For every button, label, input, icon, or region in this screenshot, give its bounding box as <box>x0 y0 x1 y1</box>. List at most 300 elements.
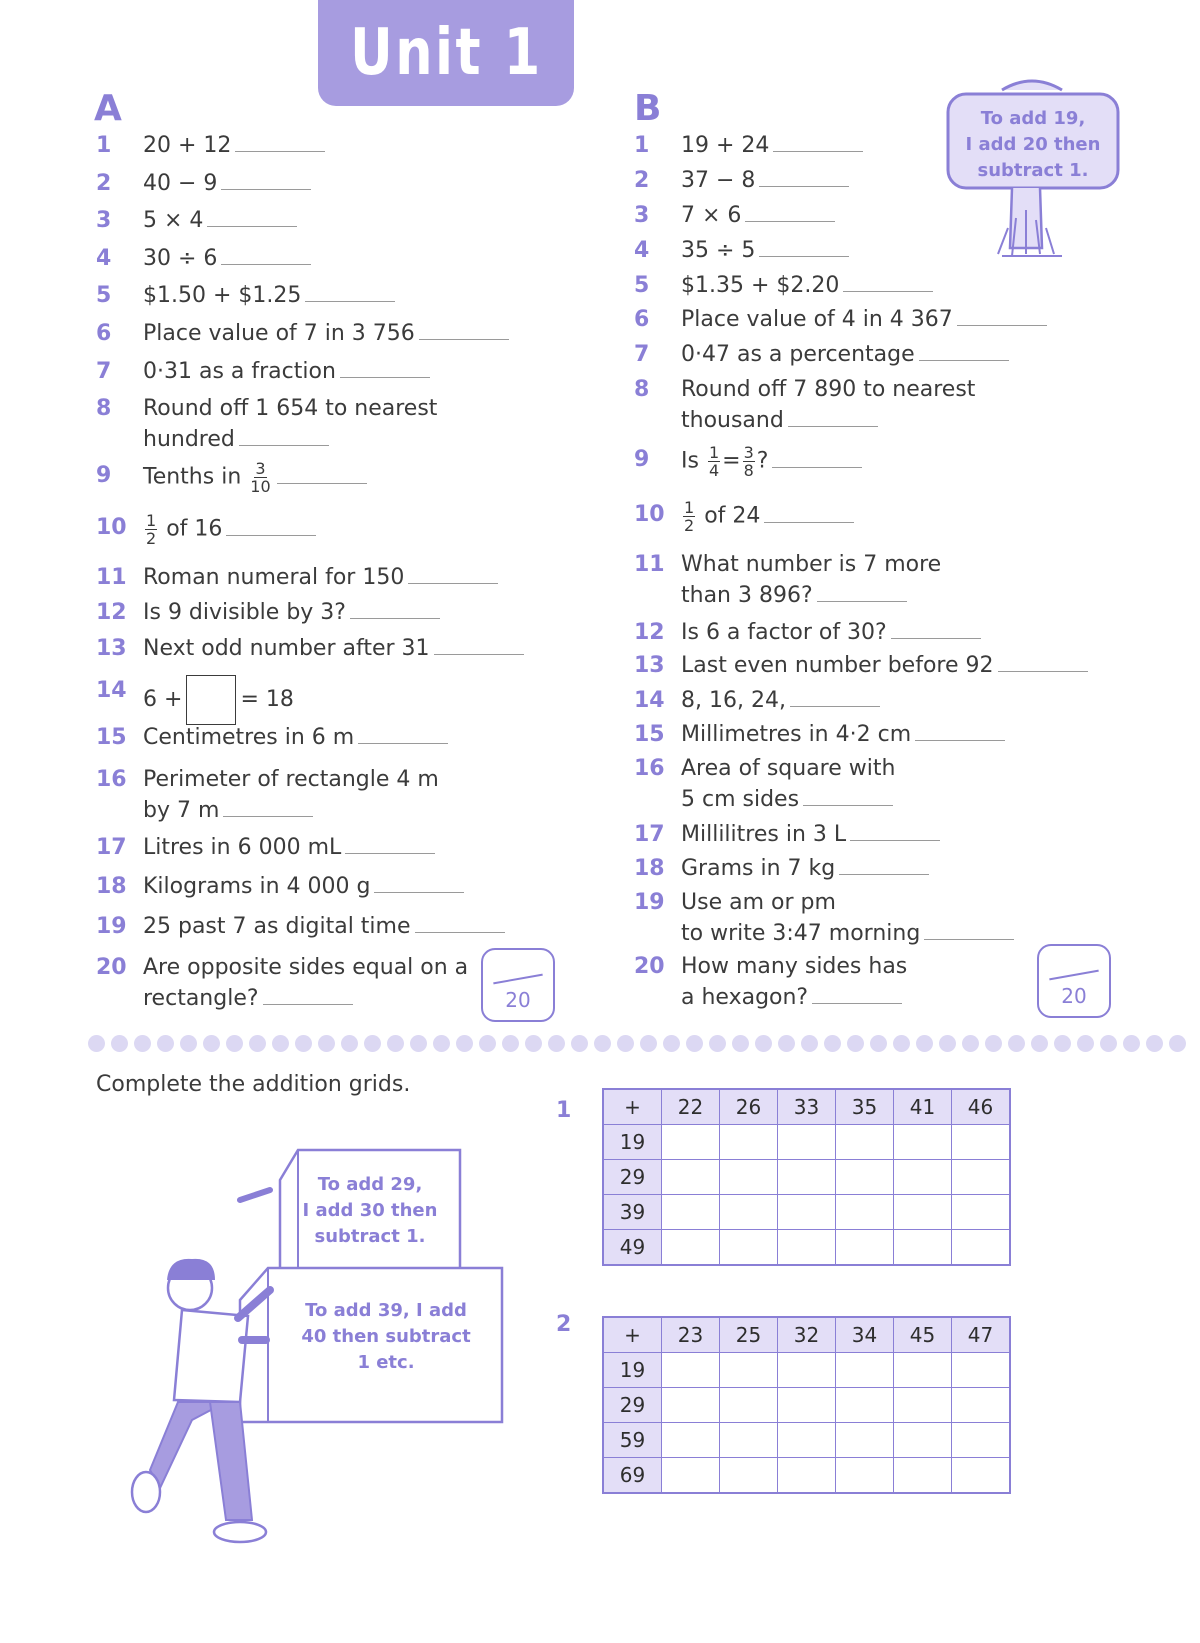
question-text-main: Millilitres in 3 L <box>681 822 847 847</box>
answer-blank[interactable] <box>207 206 297 227</box>
question-text-main: 30 ÷ 6 <box>143 246 218 271</box>
question-number: 2 <box>96 171 112 196</box>
question-text <box>143 952 468 1014</box>
box-tip-top-line-3: subtract 1. <box>314 1226 426 1247</box>
question-text-after: ? <box>756 448 769 474</box>
question-text-main: Kilograms in 4 000 g <box>143 874 371 899</box>
question-text <box>681 753 895 815</box>
grid-answer-cell[interactable] <box>952 1160 1011 1195</box>
grid-answer-cell[interactable] <box>952 1423 1011 1458</box>
question-text <box>681 165 849 196</box>
question-text <box>681 444 862 479</box>
question-text-main: What number is 7 more <box>681 552 942 577</box>
grid-answer-cell[interactable] <box>662 1230 720 1266</box>
question-text-main: 25 past 7 as digital time <box>143 914 411 939</box>
question-text-main: Is 9 divisible by 3? <box>143 600 346 625</box>
answer-blank[interactable] <box>305 281 395 302</box>
divider-dot <box>1054 1035 1071 1052</box>
answer-blank[interactable] <box>812 983 902 1004</box>
grid-column-header: 46 <box>952 1089 1011 1125</box>
question-number: 5 <box>634 273 650 298</box>
grid-answer-cell[interactable] <box>836 1230 894 1266</box>
divider-dot <box>341 1035 358 1052</box>
grid-answer-cell[interactable] <box>836 1195 894 1230</box>
question-text-main: Is 6 a factor of 30? <box>681 620 887 645</box>
question-text-main: Round off 1 654 to nearest <box>143 396 438 421</box>
grid-answer-cell[interactable] <box>894 1230 952 1266</box>
question-text <box>143 318 509 349</box>
question-text-main: Place value of 7 in 3 756 <box>143 321 415 346</box>
divider-dot <box>571 1035 588 1052</box>
grid-corner-plus: + <box>603 1089 662 1125</box>
answer-blank[interactable] <box>415 912 505 933</box>
grid-answer-cell[interactable] <box>778 1125 836 1160</box>
answer-blank[interactable] <box>764 502 854 523</box>
grid-answer-cell[interactable] <box>836 1458 894 1494</box>
grid-answer-cell[interactable] <box>952 1388 1011 1423</box>
box-tip-bottom-line-3: 1 etc. <box>357 1352 415 1373</box>
answer-blank[interactable] <box>843 271 933 292</box>
question-text <box>143 356 430 387</box>
question-text-main: Round off 7 890 to nearest <box>681 377 976 402</box>
grid-answer-cell[interactable] <box>778 1423 836 1458</box>
question-text-main: Litres in 6 000 mL <box>143 835 342 860</box>
question-number: 2 <box>634 168 650 193</box>
question-text <box>143 597 440 628</box>
sign-tip-line-3: subtract 1. <box>977 160 1089 181</box>
question-number: 16 <box>634 756 665 781</box>
question-text <box>681 304 1047 335</box>
question-text-after: = 18 <box>240 687 294 712</box>
question-number: 19 <box>96 914 127 939</box>
divider-dot <box>226 1035 243 1052</box>
question-text <box>143 832 435 863</box>
answer-blank[interactable] <box>434 634 524 655</box>
question-text-main: Centimetres in 6 m <box>143 725 355 750</box>
grid-column-header: 41 <box>894 1089 952 1125</box>
divider-dot <box>732 1035 749 1052</box>
question-text-main: Area of square with <box>681 756 896 781</box>
divider-dot <box>479 1035 496 1052</box>
question-text <box>681 200 835 231</box>
question-number: 9 <box>634 447 650 472</box>
question-text <box>681 719 1005 750</box>
grid-answer-cell[interactable] <box>894 1388 952 1423</box>
grid-answer-cell[interactable] <box>952 1195 1011 1230</box>
divider-dot <box>134 1035 151 1052</box>
divider-dot <box>870 1035 887 1052</box>
grid-answer-cell[interactable] <box>952 1230 1011 1266</box>
fraction-denominator: 4 <box>708 461 720 480</box>
divider-dot <box>847 1035 864 1052</box>
divider-dot <box>295 1035 312 1052</box>
boy-carrying-boxes-illustration <box>130 1140 510 1550</box>
question-text-main: Place value of 4 in 4 367 <box>681 307 953 332</box>
question-text <box>143 460 367 495</box>
question-text-second-line: a hexagon? <box>681 985 809 1010</box>
grid-answer-cell[interactable] <box>836 1125 894 1160</box>
divider-dot <box>916 1035 933 1052</box>
grid-column-header: 25 <box>720 1317 778 1353</box>
question-number: 11 <box>634 552 665 577</box>
grid-row-header: 29 <box>603 1160 662 1195</box>
grid-answer-cell[interactable] <box>662 1195 720 1230</box>
question-number: 1 <box>634 133 650 158</box>
answer-blank[interactable] <box>919 340 1009 361</box>
divider-dot <box>318 1035 335 1052</box>
question-number: 20 <box>96 955 127 980</box>
grid-row <box>603 1388 1010 1423</box>
divider-dot <box>686 1035 703 1052</box>
question-number: 13 <box>96 636 127 661</box>
grid-answer-cell[interactable] <box>662 1423 720 1458</box>
grid-answer-cell[interactable] <box>778 1458 836 1494</box>
grid-column-header: 33 <box>778 1089 836 1125</box>
grid-answer-cell[interactable] <box>894 1353 952 1388</box>
section-b-score-box <box>1037 944 1111 1018</box>
answer-blank[interactable] <box>891 618 981 639</box>
question-text <box>681 819 940 850</box>
divider-dot <box>364 1035 381 1052</box>
question-text-mid: = <box>722 448 741 474</box>
question-number: 5 <box>96 283 112 308</box>
question-text-main: 19 + 24 <box>681 133 770 158</box>
divider-dot <box>1077 1035 1094 1052</box>
grid-answer-cell[interactable] <box>720 1195 778 1230</box>
answer-blank[interactable] <box>773 131 863 152</box>
section-a-score-box <box>481 948 555 1022</box>
grid-answer-cell[interactable] <box>662 1353 720 1388</box>
question-text <box>143 243 311 274</box>
question-number: 10 <box>634 502 665 527</box>
question-number: 18 <box>634 856 665 881</box>
answer-blank[interactable] <box>340 357 430 378</box>
grid-row <box>603 1195 1010 1230</box>
answer-blank[interactable] <box>772 447 862 468</box>
question-text <box>681 951 907 1013</box>
box-tip-bottom-line-1: To add 39, I add <box>305 1300 467 1321</box>
divider-dot <box>962 1035 979 1052</box>
answer-blank[interactable] <box>277 463 367 484</box>
answer-blank[interactable] <box>350 598 440 619</box>
fraction-denominator: 10 <box>250 477 271 496</box>
box-tip-bottom-line-2: 40 then subtract <box>301 1326 471 1347</box>
grid-column-header: 26 <box>720 1089 778 1125</box>
answer-blank[interactable] <box>915 720 1005 741</box>
unit-title: Unit 1 <box>349 16 543 90</box>
question-number: 7 <box>96 359 112 384</box>
divider-dot <box>502 1035 519 1052</box>
unit-title-tab <box>318 0 574 106</box>
grid-answer-cell[interactable] <box>720 1458 778 1494</box>
question-text-main: 0·47 as a percentage <box>681 342 915 367</box>
divider-dot <box>893 1035 910 1052</box>
question-number: 13 <box>634 653 665 678</box>
question-number: 8 <box>634 377 650 402</box>
question-text-main: Perimeter of rectangle 4 m <box>143 767 439 792</box>
divider-dot <box>525 1035 542 1052</box>
grid-answer-cell[interactable] <box>720 1160 778 1195</box>
grid-answer-cell[interactable] <box>952 1353 1011 1388</box>
signpost-illustration <box>942 78 1124 264</box>
addition-grid-2 <box>602 1316 1011 1494</box>
grid-answer-cell[interactable] <box>778 1388 836 1423</box>
question-text <box>681 549 941 611</box>
fraction <box>708 444 720 479</box>
answer-blank[interactable] <box>998 651 1088 672</box>
divider-dot <box>410 1035 427 1052</box>
question-text-main: 0·31 as a fraction <box>143 359 336 384</box>
question-text <box>143 562 498 593</box>
answer-blank[interactable] <box>957 305 1047 326</box>
question-number: 18 <box>96 874 127 899</box>
dotted-divider <box>88 1035 1200 1053</box>
question-text-main: 5 × 4 <box>143 208 204 233</box>
grid-row <box>603 1230 1010 1266</box>
question-text-main: $1.35 + $2.20 <box>681 273 840 298</box>
answer-blank[interactable] <box>239 425 329 446</box>
divider-dot <box>203 1035 220 1052</box>
answer-blank[interactable] <box>817 581 907 602</box>
grid-row <box>603 1125 1010 1160</box>
grid-answer-cell[interactable] <box>720 1353 778 1388</box>
answer-blank[interactable] <box>803 785 893 806</box>
question-number: 6 <box>96 321 112 346</box>
fraction-denominator: 2 <box>684 516 695 535</box>
question-text-main: of 24 <box>704 503 761 529</box>
answer-blank[interactable] <box>790 686 880 707</box>
answer-blank[interactable] <box>226 515 316 536</box>
question-text-main: Are opposite sides equal on a <box>143 955 469 980</box>
divider-dot <box>272 1035 289 1052</box>
question-text <box>143 205 297 236</box>
fraction-numerator: 3 <box>743 443 754 462</box>
question-text-second-line: hundred <box>143 427 235 452</box>
grid-answer-cell[interactable] <box>720 1230 778 1266</box>
divider-dot <box>1008 1035 1025 1052</box>
grid-row <box>603 1423 1010 1458</box>
question-text <box>681 130 863 161</box>
question-text-main: Use am or pm <box>681 890 836 915</box>
question-number: 17 <box>96 835 127 860</box>
question-text-second-line: 5 cm sides <box>681 787 800 812</box>
question-text-second-line: to write 3:47 morning <box>681 921 921 946</box>
grid-column-header: 32 <box>778 1317 836 1353</box>
answer-blank[interactable] <box>759 166 849 187</box>
question-text <box>681 374 975 436</box>
grid-answer-cell[interactable] <box>894 1423 952 1458</box>
divider-dot <box>985 1035 1002 1052</box>
grid-answer-cell[interactable] <box>894 1458 952 1494</box>
grid-answer-cell[interactable] <box>662 1458 720 1494</box>
grid-row-header: 29 <box>603 1388 662 1423</box>
question-text <box>143 393 437 455</box>
question-text <box>681 499 854 534</box>
grid-answer-cell[interactable] <box>836 1353 894 1388</box>
divider-dot <box>548 1035 565 1052</box>
answer-blank[interactable] <box>850 820 940 841</box>
divider-dot <box>1123 1035 1140 1052</box>
question-text <box>681 235 849 266</box>
fraction-numerator: 1 <box>146 511 157 530</box>
question-text-main: of 16 <box>166 516 223 542</box>
divider-dot <box>824 1035 841 1052</box>
answer-blank[interactable] <box>345 833 435 854</box>
question-number: 3 <box>634 203 650 228</box>
divider-dot <box>640 1035 657 1052</box>
question-number: 4 <box>634 238 650 263</box>
grid-answer-cell[interactable] <box>836 1160 894 1195</box>
question-text <box>681 887 1014 949</box>
grid-answer-cell[interactable] <box>662 1160 720 1195</box>
grid-header-row <box>603 1317 1010 1353</box>
divider-dot <box>387 1035 404 1052</box>
answer-blank[interactable] <box>358 723 448 744</box>
grid-answer-cell[interactable] <box>720 1388 778 1423</box>
question-text-second-line: thousand <box>681 408 784 433</box>
question-text-main: $1.50 + $1.25 <box>143 283 302 308</box>
answer-box[interactable] <box>186 675 236 725</box>
grid-row <box>603 1160 1010 1195</box>
fraction-denominator: 2 <box>146 529 157 548</box>
grid-answer-cell[interactable] <box>894 1160 952 1195</box>
divider-dot <box>709 1035 726 1052</box>
grid-answer-cell[interactable] <box>662 1388 720 1423</box>
grid-answer-cell[interactable] <box>894 1195 952 1230</box>
answer-blank[interactable] <box>223 796 313 817</box>
grid-row <box>603 1458 1010 1494</box>
question-text-second-line: by 7 m <box>143 798 220 823</box>
grid-answer-cell[interactable] <box>836 1423 894 1458</box>
question-number: 9 <box>96 463 112 488</box>
answer-blank[interactable] <box>235 131 325 152</box>
question-text <box>143 130 325 161</box>
question-text-main: How many sides has <box>681 954 908 979</box>
question-text-main: Millimetres in 4·2 cm <box>681 722 912 747</box>
grid-answer-cell[interactable] <box>720 1125 778 1160</box>
question-number: 14 <box>634 688 665 713</box>
grid-column-header: 34 <box>836 1317 894 1353</box>
question-text-main: Last even number before 92 <box>681 653 994 678</box>
question-text <box>681 617 981 648</box>
question-number: 3 <box>96 208 112 233</box>
answer-blank[interactable] <box>419 319 509 340</box>
divider-dot <box>249 1035 266 1052</box>
grid-column-header: 47 <box>952 1317 1011 1353</box>
grid-answer-cell[interactable] <box>836 1388 894 1423</box>
question-number: 19 <box>634 890 665 915</box>
question-number: 12 <box>96 600 127 625</box>
question-text <box>143 722 448 753</box>
question-text <box>681 853 929 884</box>
question-number: 14 <box>96 678 127 703</box>
question-number: 6 <box>634 307 650 332</box>
question-text <box>143 675 294 725</box>
answer-blank[interactable] <box>745 201 835 222</box>
divider-dot <box>111 1035 128 1052</box>
answer-blank[interactable] <box>839 854 929 875</box>
score-out-of: 20 <box>505 988 531 1012</box>
question-text <box>681 685 880 716</box>
grid-row-header: 39 <box>603 1195 662 1230</box>
grid-column-header: 22 <box>662 1089 720 1125</box>
answer-blank[interactable] <box>374 872 464 893</box>
answer-blank[interactable] <box>788 406 878 427</box>
score-out-of: 20 <box>1061 984 1087 1008</box>
grid-answer-cell[interactable] <box>778 1160 836 1195</box>
grid-answer-cell[interactable] <box>778 1230 836 1266</box>
grid-column-header: 45 <box>894 1317 952 1353</box>
grid-header-row <box>603 1089 1010 1125</box>
question-text-main: Is <box>681 448 699 474</box>
question-text-main: Grams in 7 kg <box>681 856 836 881</box>
grid-answer-cell[interactable] <box>662 1125 720 1160</box>
fraction <box>683 499 695 534</box>
divider-dot <box>939 1035 956 1052</box>
question-text-main: 40 − 9 <box>143 171 218 196</box>
answer-blank[interactable] <box>759 236 849 257</box>
divider-dot <box>456 1035 473 1052</box>
grid-row-header: 19 <box>603 1125 662 1160</box>
question-text <box>143 280 395 311</box>
question-number: 4 <box>96 246 112 271</box>
grid-answer-cell[interactable] <box>952 1458 1011 1494</box>
grid-answer-cell[interactable] <box>778 1353 836 1388</box>
question-number: 11 <box>96 565 127 590</box>
grid-answer-cell[interactable] <box>720 1423 778 1458</box>
divider-dot <box>1031 1035 1048 1052</box>
answer-blank[interactable] <box>221 244 311 265</box>
question-text <box>681 339 1009 370</box>
grid-answer-cell[interactable] <box>778 1195 836 1230</box>
divider-dot <box>433 1035 450 1052</box>
answer-blank[interactable] <box>924 919 1014 940</box>
question-text <box>681 270 933 301</box>
question-text <box>143 633 524 664</box>
divider-dot <box>617 1035 634 1052</box>
divider-dot <box>1100 1035 1117 1052</box>
answer-blank[interactable] <box>263 984 353 1005</box>
answer-blank[interactable] <box>408 563 498 584</box>
question-text <box>143 168 311 199</box>
question-text-main: Tenths in <box>143 464 242 490</box>
fraction <box>145 512 157 547</box>
question-number: 15 <box>634 722 665 747</box>
question-text <box>143 871 464 902</box>
fraction <box>743 444 755 479</box>
grid-corner-plus: + <box>603 1317 662 1353</box>
fraction-numerator: 3 <box>255 459 266 478</box>
question-number: 7 <box>634 342 650 367</box>
grid-answer-cell[interactable] <box>894 1125 952 1160</box>
fraction <box>250 460 270 495</box>
question-number: 12 <box>634 620 665 645</box>
question-text-main: Next odd number after 31 <box>143 636 430 661</box>
addition-grid-1 <box>602 1088 1011 1266</box>
score-line <box>493 974 543 985</box>
box-tip-top-line-1: To add 29, <box>317 1174 423 1195</box>
grid-answer-cell[interactable] <box>952 1125 1011 1160</box>
box-tip-top-line-2: I add 30 then <box>302 1200 438 1221</box>
grid-row-header: 59 <box>603 1423 662 1458</box>
question-text-main: 8, 16, 24, <box>681 688 786 713</box>
question-text <box>143 911 505 942</box>
divider-dot <box>157 1035 174 1052</box>
section-a-letter: A <box>94 88 122 129</box>
question-text-main: 7 × 6 <box>681 203 742 228</box>
answer-blank[interactable] <box>221 169 311 190</box>
grid-row-header: 49 <box>603 1230 662 1266</box>
